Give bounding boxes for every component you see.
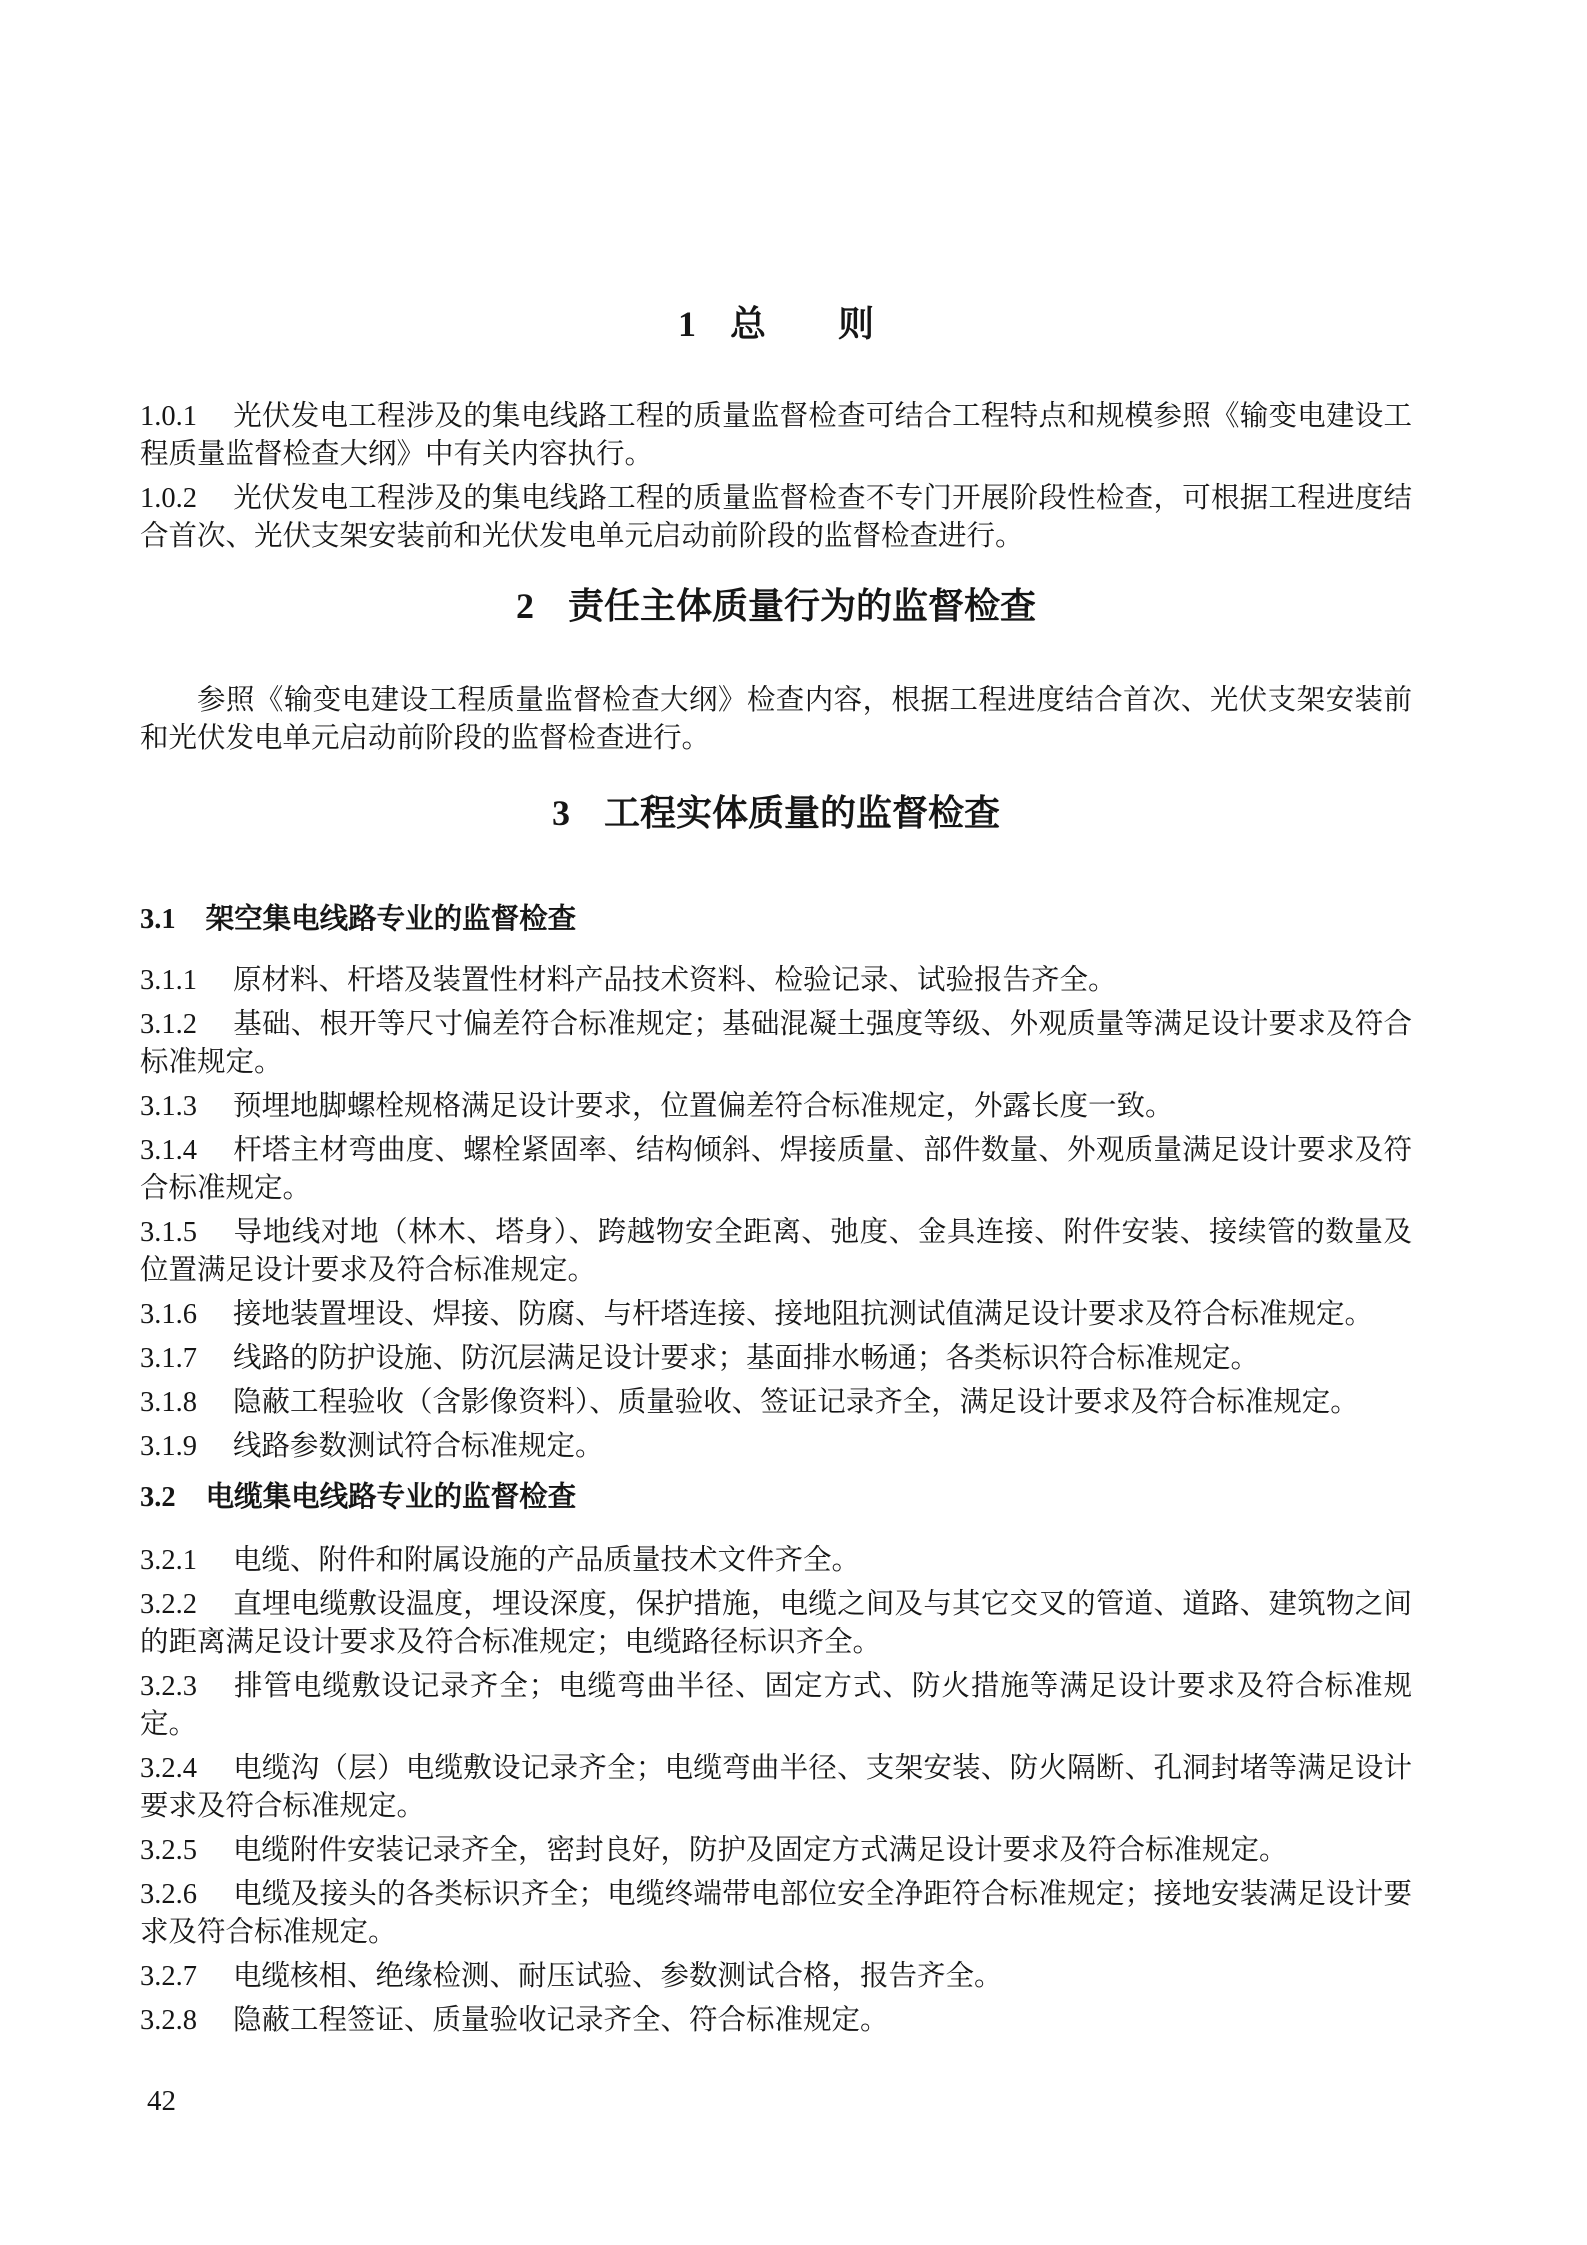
clause-text: 电缆附件安装记录齐全，密封良好，防护及固定方式满足设计要求及符合标准规定。 bbox=[233, 1835, 1288, 1866]
chapter-2-heading bbox=[140, 586, 1412, 626]
clause-text: 线路的防护设施、防沉层满足设计要求；基面排水畅通；各类标识符合标准规定。 bbox=[233, 1343, 1260, 1374]
clause-1-0-2 bbox=[140, 480, 1412, 556]
clause-3-1-7 bbox=[140, 1340, 1412, 1378]
clause-3-1-3 bbox=[140, 1088, 1412, 1126]
clause-3-1-9 bbox=[140, 1428, 1412, 1466]
clause-text: 光伏发电工程涉及的集电线路工程的质量监督检查不专门开展阶段性检查，可根据工程进度结合首次、光伏支架安装前和光伏发电单元启动前阶段的监督检查进行。 bbox=[140, 483, 1412, 552]
clause-3-1-4 bbox=[140, 1132, 1412, 1208]
clause-number: 3.1.4 bbox=[140, 1135, 197, 1166]
clause-number: 3.2.3 bbox=[140, 1671, 197, 1702]
clause-text: 导地线对地（林木、塔身）、跨越物安全距离、弛度、金具连接、附件安装、接续管的数量及位置满足设计要求及符合标准规定。 bbox=[140, 1217, 1412, 1286]
clause-3-2-1 bbox=[140, 1542, 1412, 1580]
chapter-2-paragraph: 参照《输变电建设工程质量监督检查大纲》检查内容，根据工程进度结合首次、光伏支架安装前和光伏发电单元启动前阶段的监督检查进行。 bbox=[140, 685, 1412, 754]
clause-number: 3.2.8 bbox=[140, 2005, 197, 2036]
page-number: 42 bbox=[147, 2085, 176, 2117]
section-3-2-heading bbox=[140, 1478, 1412, 1517]
clause-number: 3.2.1 bbox=[140, 1545, 197, 1576]
chapter-3-title: 工程实体质量的监督检查 bbox=[603, 792, 1000, 833]
clause-3-1-2 bbox=[140, 1006, 1412, 1082]
chapter-1-number: 1 bbox=[677, 304, 696, 344]
chapter-2-number: 2 bbox=[515, 586, 534, 626]
clause-number: 3.2.7 bbox=[140, 1961, 197, 1992]
clause-text: 基础、根开等尺寸偏差符合标准规定；基础混凝土强度等级、外观质量等满足设计要求及符合标准规定。 bbox=[140, 1009, 1412, 1078]
clause-number: 3.1.2 bbox=[140, 1009, 197, 1040]
clause-number: 1.0.2 bbox=[140, 483, 197, 514]
clause-text: 电缆沟（层）电缆敷设记录齐全；电缆弯曲半径、支架安装、防火隔断、孔洞封堵等满足设计要求及符合标准规定。 bbox=[140, 1753, 1412, 1822]
clause-text: 电缆核相、绝缘检测、耐压试验、参数测试合格，报告齐全。 bbox=[233, 1961, 1003, 1992]
clause-1-0-1 bbox=[140, 398, 1412, 474]
clause-3-2-4 bbox=[140, 1750, 1412, 1826]
clause-3-2-7 bbox=[140, 1958, 1412, 1996]
clause-3-1-5 bbox=[140, 1214, 1412, 1290]
clause-3-2-3 bbox=[140, 1668, 1412, 1744]
clause-3-1-1 bbox=[140, 962, 1412, 1000]
section-3-2-body bbox=[140, 1542, 1412, 2040]
section-3-1-number: 3.1 bbox=[140, 904, 176, 935]
clause-text: 隐蔽工程验收（含影像资料）、质量验收、签证记录齐全，满足设计要求及符合标准规定。 bbox=[233, 1387, 1359, 1418]
clause-text: 杆塔主材弯曲度、螺栓紧固率、结构倾斜、焊接质量、部件数量、外观质量满足设计要求及符合标准规定。 bbox=[140, 1135, 1412, 1204]
chapter-1-title: 总 则 bbox=[729, 304, 874, 344]
document-content bbox=[140, 0, 1412, 2046]
clause-number: 3.2.2 bbox=[140, 1589, 197, 1620]
clause-text: 原材料、杆塔及装置性材料产品技术资料、检验记录、试验报告齐全。 bbox=[233, 965, 1117, 996]
clause-3-1-8 bbox=[140, 1384, 1412, 1422]
clause-number: 1.0.1 bbox=[140, 401, 197, 432]
clause-text: 预埋地脚螺栓规格满足设计要求，位置偏差符合标准规定，外露长度一致。 bbox=[233, 1091, 1174, 1122]
clause-3-2-5 bbox=[140, 1832, 1412, 1870]
section-3-2-title: 电缆集电线路专业的监督检查 bbox=[205, 1481, 577, 1513]
clause-number: 3.1.5 bbox=[140, 1217, 197, 1248]
clause-number: 3.2.4 bbox=[140, 1753, 197, 1784]
clause-text: 电缆、附件和附属设施的产品质量技术文件齐全。 bbox=[233, 1545, 861, 1576]
clause-text: 接地装置埋设、焊接、防腐、与杆塔连接、接地阻抗测试值满足设计要求及符合标准规定。 bbox=[233, 1299, 1374, 1330]
clause-number: 3.2.5 bbox=[140, 1835, 197, 1866]
clause-number: 3.1.7 bbox=[140, 1343, 197, 1374]
clause-3-2-8 bbox=[140, 2002, 1412, 2040]
clause-text: 电缆及接头的各类标识齐全；电缆终端带电部位安全净距符合标准规定；接地安装满足设计要求及符合标准规定。 bbox=[140, 1879, 1412, 1948]
section-3-1-title: 架空集电线路专业的监督检查 bbox=[205, 903, 577, 935]
clause-number: 3.1.9 bbox=[140, 1431, 197, 1462]
section-3-2-number: 3.2 bbox=[140, 1482, 176, 1513]
clause-text: 光伏发电工程涉及的集电线路工程的质量监督检查可结合工程特点和规模参照《输变电建设工程质量监督检查大纲》中有关内容执行。 bbox=[140, 401, 1412, 470]
clause-text: 直埋电缆敷设温度，埋设深度，保护措施，电缆之间及与其它交叉的管道、道路、建筑物之间的距离满足设计要求及符合标准规定；电缆路径标识齐全。 bbox=[140, 1589, 1412, 1658]
clause-text: 排管电缆敷设记录齐全；电缆弯曲半径、固定方式、防火措施等满足设计要求及符合标准规定。 bbox=[140, 1671, 1412, 1740]
chapter-1-body bbox=[140, 398, 1412, 556]
section-3-1-body bbox=[140, 962, 1412, 1466]
clause-3-2-6 bbox=[140, 1876, 1412, 1952]
chapter-1-heading bbox=[140, 304, 1412, 344]
clause-number: 3.1.3 bbox=[140, 1091, 197, 1122]
clause-number: 3.1.8 bbox=[140, 1387, 197, 1418]
chapter-3-number: 3 bbox=[551, 793, 570, 833]
clause-text: 隐蔽工程签证、质量验收记录齐全、符合标准规定。 bbox=[233, 2005, 889, 2036]
clause-number: 3.1.6 bbox=[140, 1299, 197, 1330]
chapter-2-title: 责任主体质量行为的监督检查 bbox=[567, 585, 1036, 626]
clause-number: 3.2.6 bbox=[140, 1879, 197, 1910]
clause-3-2-2 bbox=[140, 1586, 1412, 1662]
chapter-3-heading bbox=[140, 793, 1412, 833]
section-3-1-heading bbox=[140, 900, 1412, 939]
clause-number: 3.1.1 bbox=[140, 965, 197, 996]
clause-text: 线路参数测试符合标准规定。 bbox=[233, 1431, 604, 1462]
clause-3-1-6 bbox=[140, 1296, 1412, 1334]
